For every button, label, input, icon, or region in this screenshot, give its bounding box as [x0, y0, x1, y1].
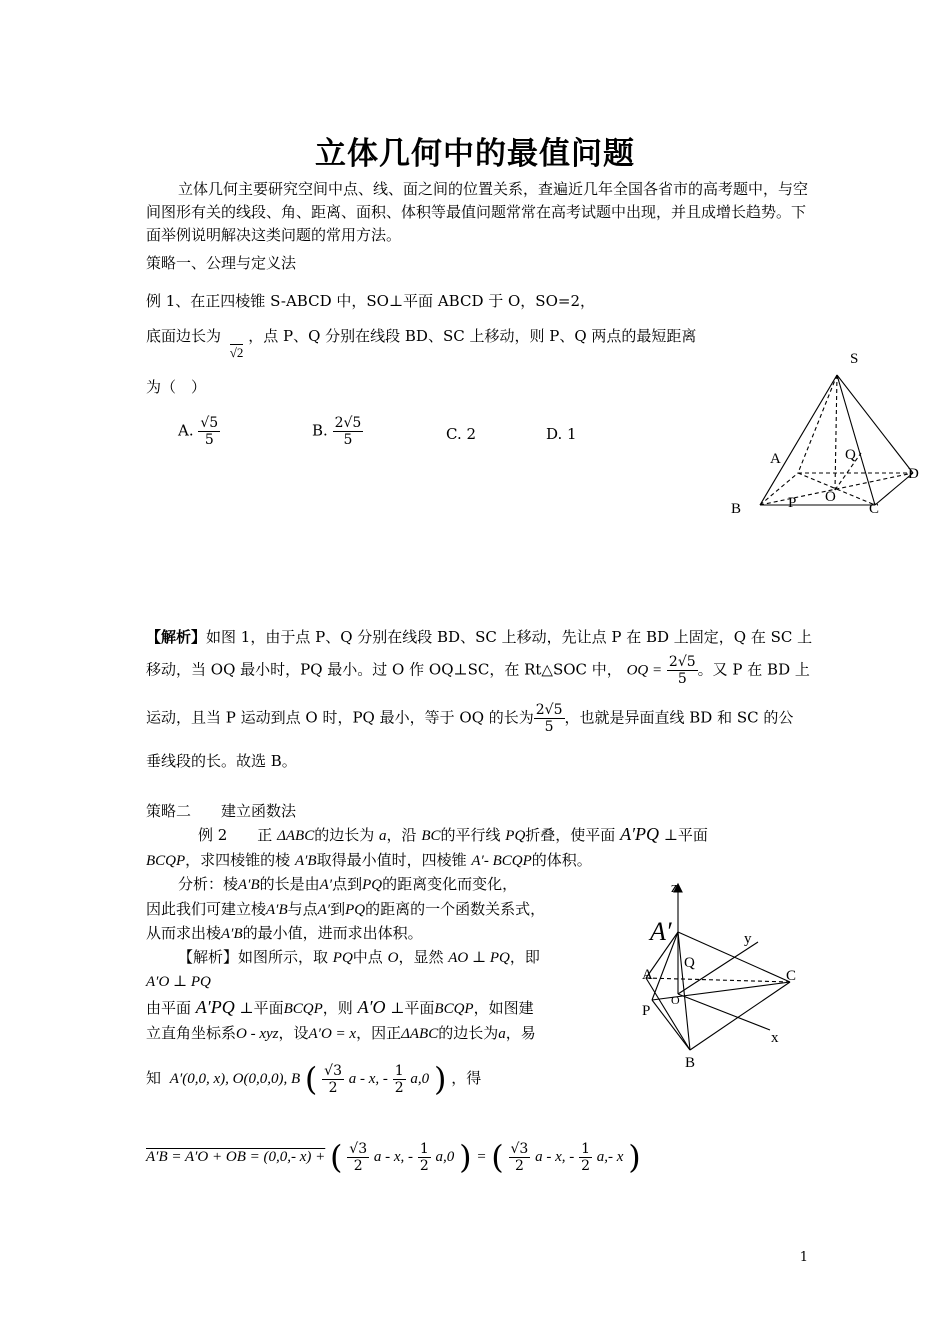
label-b: B	[685, 1055, 696, 1071]
option-b-fraction	[333, 415, 364, 448]
solution-1-text-3a: 运动，且当 P 运动到点 O 时，PQ 最小，等于 OQ 的长为	[146, 708, 534, 727]
page-number: 1	[799, 1250, 808, 1265]
ex2-text: 的边长为	[314, 826, 375, 844]
one-half	[393, 1063, 406, 1096]
label-q: Q	[684, 955, 695, 971]
oq-length-num: 2√5	[535, 702, 563, 718]
sol2-bend: a,0	[410, 1071, 430, 1087]
ex2-a: a	[379, 828, 387, 844]
num: √3	[349, 1140, 368, 1157]
sol2-text: ，设	[278, 1024, 309, 1042]
ex2-text: ，沿	[386, 826, 417, 844]
ana-text: 分析：棱	[178, 875, 239, 893]
paren-left: (	[491, 1138, 504, 1176]
sol2-text: ，如图建	[473, 999, 534, 1017]
ex2-text: 例 2 正	[198, 826, 273, 844]
solution-2-line-4	[146, 1022, 536, 1043]
pyramid-figure	[725, 345, 925, 520]
vector-mid: a - x, -	[373, 1149, 414, 1165]
vector-equals: =	[476, 1149, 487, 1165]
solution-2-line-3	[146, 997, 534, 1018]
den: 2	[581, 1157, 590, 1174]
ana-apoint: A′	[317, 902, 331, 918]
paren-right: )	[459, 1138, 472, 1176]
oq-equals: OQ =	[626, 662, 663, 679]
sol2-text: 由平面	[146, 999, 192, 1017]
solution-1-text-2a: 移动，当 OQ 最小时，PQ 最小。过 O 作 OQ⊥SC，在 Rt△SOC 中，	[146, 660, 622, 679]
ana-ab: A′B	[238, 877, 260, 893]
label-o: O	[825, 489, 836, 505]
ana-text: 的最小值，进而求出体积。	[242, 924, 423, 942]
label-y: y	[744, 931, 752, 947]
den: 2	[394, 1079, 404, 1096]
option-b-label: B.	[312, 421, 328, 440]
sol2-aox: A′O = x	[308, 1026, 357, 1042]
ex2-pyramid: A′- BCQP	[471, 853, 532, 869]
num: 1	[419, 1140, 429, 1157]
ex2-text: ⊥平面	[663, 826, 708, 844]
label-c: C	[869, 501, 880, 517]
paren-right: )	[628, 1138, 641, 1176]
label-d: D	[908, 466, 919, 482]
den: 2	[419, 1157, 429, 1174]
label-a-prime: A′	[650, 917, 672, 946]
oq-length-den: 5	[544, 719, 554, 735]
sol2-text: ，因正	[356, 1024, 402, 1042]
ex2-text: 的平行线	[440, 826, 501, 844]
one-half	[579, 1141, 592, 1174]
option-a-label: A.	[178, 421, 194, 440]
label-o: O	[671, 993, 680, 1007]
ana-text: 的长是由	[259, 875, 320, 893]
sol2-text: ，则	[322, 999, 353, 1017]
sol2-ao-perp: A′O	[357, 997, 386, 1017]
strategy-1-heading: 策略一、公理与定义法	[146, 254, 297, 272]
sol2-de: ，得	[451, 1069, 482, 1087]
ana-text: 与点	[287, 900, 318, 918]
label-x: x	[771, 1030, 779, 1046]
label-b: B	[731, 501, 742, 517]
option-a	[178, 415, 220, 448]
ana-text: 点到	[332, 875, 363, 893]
sol2-apq: A′PQ	[195, 997, 235, 1017]
option-a-fraction	[198, 415, 220, 448]
solution-1-line-1	[146, 626, 812, 647]
sol2-triangle: ΔABC	[401, 1026, 439, 1042]
example-2-line-1	[198, 824, 708, 845]
sol2-coords: A′(0,0, x), O(0,0,0), B	[169, 1071, 301, 1087]
page-title: 立体几何中的最值问题	[315, 136, 635, 172]
ex2-text: 折叠，使平面	[525, 826, 616, 844]
sol2-ao: AO ⊥ PQ	[448, 950, 510, 966]
sol2-bcqp: BCQP	[434, 1001, 474, 1017]
sol2-text: 的边长为	[438, 1024, 499, 1042]
sol2-text: ，即	[509, 948, 540, 966]
ex2-ab: A′B	[294, 853, 317, 869]
ana-text: 从而求出棱	[146, 924, 222, 942]
solution-1-text-2b: 。又 P 在 BD 上	[697, 660, 810, 679]
sol2-text: ⊥平面	[390, 999, 435, 1017]
ana-apoint: A′	[319, 877, 333, 893]
solution-1-line-2	[146, 654, 810, 687]
sol2-system: O - xyz	[236, 1026, 279, 1042]
ana-pq: PQ	[362, 877, 383, 893]
example-1-text-a: 底面边长为	[146, 327, 222, 345]
solution-1-line-3	[146, 702, 793, 735]
one-half	[418, 1141, 431, 1174]
solution-1-line-4: 垂线段的长。故选 B。	[146, 752, 297, 770]
num: 1	[394, 1062, 404, 1079]
example-1-line-1: 例 1、在正四棱锥 S-ABCD 中，SO⊥平面 ABCD 于 O，SO=2，	[146, 292, 595, 310]
analysis-line-1	[178, 873, 517, 894]
ex2-triangle: ΔABC	[277, 828, 315, 844]
ana-text: 因此我们可建立棱	[146, 900, 267, 918]
sol2-a: a	[498, 1026, 506, 1042]
sol2-o: O	[387, 950, 399, 966]
sqrt-two: √2	[229, 345, 244, 360]
num: 1	[581, 1140, 590, 1157]
oq-den: 5	[677, 671, 687, 687]
den: 2	[328, 1079, 338, 1096]
ana-ab: A′B	[266, 902, 288, 918]
paren-right: )	[433, 1060, 447, 1098]
label-s: S	[850, 351, 859, 367]
label-z: z	[671, 880, 678, 896]
option-b	[312, 415, 363, 448]
intro-paragraph: 立体几何主要研究空间中点、线、面之间的位置关系，查遍近几年全国各省市的高考题中，与空间图形有关的线段、角、距离、面积、体积等最值问题常常在高考试题中出现，并且成增长趋势。下面举例说明解决这类问题的常用方法。	[146, 180, 809, 244]
solution-tag: 【解析】	[146, 628, 207, 646]
sol2-zhi: 知	[146, 1069, 162, 1087]
label-a: A	[770, 451, 781, 467]
sqrt3-over-2	[509, 1141, 531, 1174]
example-1-line-2	[146, 325, 697, 360]
vector-mid: a - x, -	[535, 1149, 575, 1165]
solution-1-text: 如图 1，由于点 P、Q 分别在线段 BD、SC 上移动，先让点 P 在 BD 上固定，Q 在 SC 上	[206, 628, 813, 646]
sqrt3-over-2	[322, 1063, 344, 1096]
sol2-pq: PQ	[332, 950, 353, 966]
sol2-text: 立直角坐标系	[146, 1024, 237, 1042]
example-1-text-b: ，点 P、Q 分别在线段 BD、SC 上移动，则 P、Q 两点的最短距离	[248, 327, 697, 345]
option-b-den: 5	[343, 432, 353, 448]
ex2-bc: BC	[421, 828, 441, 844]
option-b-num: 2√5	[334, 415, 362, 431]
label-p: P	[642, 1003, 651, 1019]
sol2-text: ，易	[505, 1024, 536, 1042]
oq-fraction	[667, 654, 698, 687]
sol2-bcqp: BCQP	[283, 1001, 323, 1017]
coordinate-figure	[630, 872, 810, 1072]
sol2-text: ⊥平面	[239, 999, 284, 1017]
label-p: P	[788, 495, 797, 511]
paren-left: (	[330, 1138, 343, 1176]
ex2-bcqp: BCQP	[146, 853, 186, 869]
option-c: C. 2	[446, 425, 477, 443]
ana-text: 到	[330, 900, 346, 918]
label-a: A	[642, 967, 653, 983]
solution-1-text-3b: ，也就是异面直线 BD 和 SC 的公	[564, 708, 794, 727]
den: 2	[353, 1157, 363, 1174]
ana-ab: A′B	[221, 926, 243, 942]
ex2-text: 的体积。	[531, 851, 592, 869]
example-1-line-3: 为（ ）	[146, 378, 207, 396]
ana-pq: PQ	[345, 902, 366, 918]
example-2-line-2	[146, 849, 592, 870]
solution-2-line-2	[146, 972, 211, 991]
vector-bend: a,0	[435, 1149, 455, 1165]
oq-length-fraction	[534, 702, 565, 735]
solution-2-line-1	[178, 946, 540, 967]
oq-num: 2√5	[668, 654, 696, 670]
strategy-2-heading: 策略二 建立函数法	[146, 802, 297, 820]
analysis-line-2	[146, 898, 545, 919]
paren-left: (	[304, 1060, 318, 1098]
vector-line	[146, 1138, 641, 1176]
sol2-bmid: a - x, -	[348, 1071, 388, 1087]
option-a-num: √5	[200, 415, 219, 431]
sol2-text: ，显然	[398, 948, 444, 966]
ex2-text: 取得最小值时，四棱锥	[316, 851, 467, 869]
label-c: C	[786, 968, 797, 984]
coordinates-line	[146, 1060, 481, 1098]
sol2-text: 【解析】如图所示，取	[178, 948, 329, 966]
sol2-text: 中点	[352, 948, 383, 966]
num: √3	[324, 1062, 342, 1079]
vector-end: a,- x	[596, 1149, 624, 1165]
option-d: D. 1	[546, 425, 577, 443]
ana-text: 的距离的一个函数关系式，	[365, 900, 546, 918]
ex2-text: ，求四棱锥的棱	[185, 851, 291, 869]
label-q: Q	[845, 447, 856, 463]
sqrt3-over-2	[347, 1141, 369, 1174]
den: 2	[514, 1157, 524, 1174]
option-a-den: 5	[204, 432, 214, 448]
sol2-aop: A′O ⊥ PQ	[146, 974, 211, 990]
ana-text: 的距离变化而变化，	[382, 875, 518, 893]
ex2-apq: A′PQ	[620, 824, 660, 844]
analysis-line-3	[146, 922, 423, 943]
vector-lhs: A′B = A′O + OB = (0,0,- x) +	[146, 1149, 326, 1165]
num: √3	[510, 1140, 529, 1157]
ex2-pq: PQ	[505, 828, 526, 844]
